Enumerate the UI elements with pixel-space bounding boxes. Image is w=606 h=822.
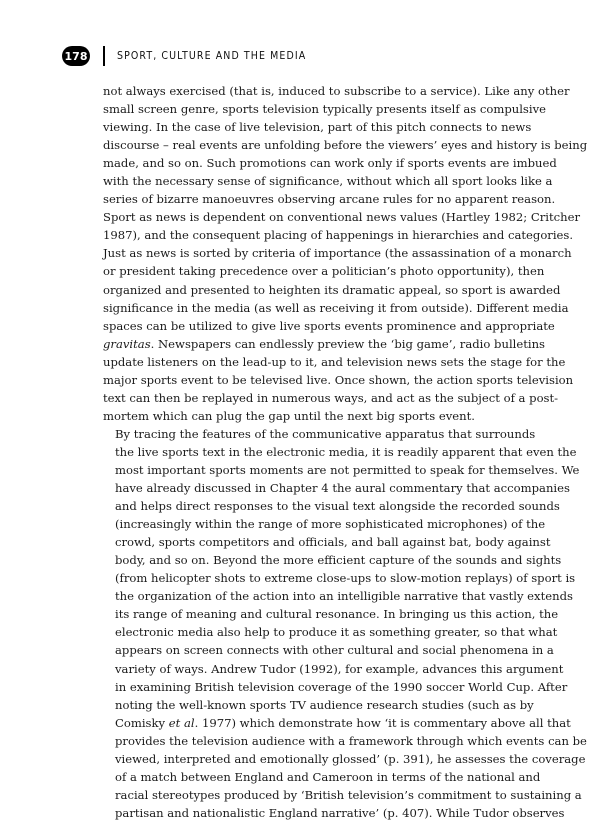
- text-line: in examining British television coverage of the 1990 soccer World Cup. After: [115, 679, 568, 694]
- text-line: or president taking precedence over a politician’s photo opportunity), then: [103, 264, 545, 279]
- text-line: text can then be replayed in numerous ways, and act as the subject of a post-: [103, 390, 559, 405]
- text-line: By tracing the features of the communicative apparatus that surrounds: [115, 426, 536, 441]
- running-title: SPORT, CULTURE AND THE MEDIA: [117, 50, 307, 62]
- text-line: partisan and nationalistic England narrative’ (p. 407). While Tudor observes: [115, 805, 565, 820]
- text-line: its range of meaning and cultural resonance. In bringing us this action, the: [115, 607, 559, 622]
- header-divider: [103, 46, 105, 66]
- text-line: variety of ways. Andrew Tudor (1992), for example, advances this argument: [115, 661, 564, 676]
- text-line: gravitas. Newspapers can endlessly preview the ‘big game’, radio bulletins: [103, 336, 546, 351]
- text-line: made, and so on. Such promotions can work only if sports events are imbued: [103, 156, 557, 171]
- text-line: significance in the media (as well as receiving it from outside). Different media: [103, 300, 569, 315]
- text-line: organized and presented to heighten its dramatic appeal, so sport is awarded: [103, 282, 561, 297]
- text-line: body, and so on. Beyond the more efficient capture of the sounds and sights: [115, 553, 562, 568]
- text-line: series of bizarre manoeuvres observing arcane rules for no apparent reason.: [103, 192, 556, 207]
- text-line: Just as news is sorted by criteria of importance (the assassination of a monarch: [103, 246, 572, 261]
- text-line: major sports event to be televised live. Once shown, the action sports television: [103, 372, 574, 387]
- text-line: 1987), and the consequent placing of happenings in hierarchies and categories.: [103, 228, 574, 243]
- text-line: electronic media also help to produce it as something greater, so that what: [115, 625, 558, 640]
- body-text: [103, 82, 588, 822]
- text-line: and helps direct responses to the visual text alongside the recorded sounds: [115, 499, 560, 514]
- text-line: the live sports text in the electronic media, it is readily apparent that even the: [115, 444, 577, 459]
- text-line: the organization of the action into an intelligible narrative that vastly extends: [115, 589, 573, 604]
- text-line: small screen genre, sports television typically presents itself as compulsive: [103, 102, 546, 117]
- running-header: [62, 46, 306, 66]
- text-line: spaces can be utilized to give live sports events prominence and appropriate: [103, 318, 555, 333]
- text-line: discourse – real events are unfolding before the viewers’ eyes and history is being: [103, 138, 588, 153]
- text-line: provides the television audience with a framework through which events can be: [115, 733, 587, 748]
- text-line: not always exercised (that is, induced to subscribe to a service). Like any other: [103, 84, 570, 98]
- text-line: (from helicopter shots to extreme close-ups to slow-motion replays) of sport is: [115, 571, 576, 586]
- text-line: racial stereotypes produced by ‘British television’s commitment to sustaining a: [115, 787, 582, 802]
- paragraph: [103, 425, 587, 822]
- text-line: Sport as news is dependent on conventional news values (Hartley 1982; Critcher: [103, 210, 581, 225]
- text-line: mortem which can plug the gap until the next big sports event.: [103, 408, 475, 423]
- text-line: most important sports moments are not permitted to speak for themselves. We: [115, 462, 580, 477]
- page-number: 178: [62, 46, 90, 66]
- text-line: viewing. In the case of live television, part of this pitch connects to news: [103, 120, 532, 135]
- paragraph: [103, 82, 588, 425]
- text-line: with the necessary sense of significance, without which all sport looks like a: [103, 174, 553, 189]
- text-line: appears on screen connects with other cultural and social phenomena in a: [115, 643, 554, 658]
- text-line: update listeners on the lead-up to it, and television news sets the stage for the: [103, 354, 566, 369]
- text-line: viewed, interpreted and emotionally glossed’ (p. 391), he assesses the coverage: [115, 751, 586, 766]
- text-line: (increasingly within the range of more sophisticated microphones) of the: [115, 517, 546, 532]
- text-line: have already discussed in Chapter 4 the aural commentary that accompanies: [115, 481, 570, 496]
- text-line: of a match between England and Cameroon in terms of the national and: [115, 769, 541, 784]
- text-line: crowd, sports competitors and officials, and ball against bat, body against: [115, 535, 551, 550]
- text-line: Comisky et al. 1977) which demonstrate how ‘it is commentary above all that: [115, 715, 571, 730]
- text-line: noting the well-known sports TV audience research studies (such as by: [115, 697, 534, 712]
